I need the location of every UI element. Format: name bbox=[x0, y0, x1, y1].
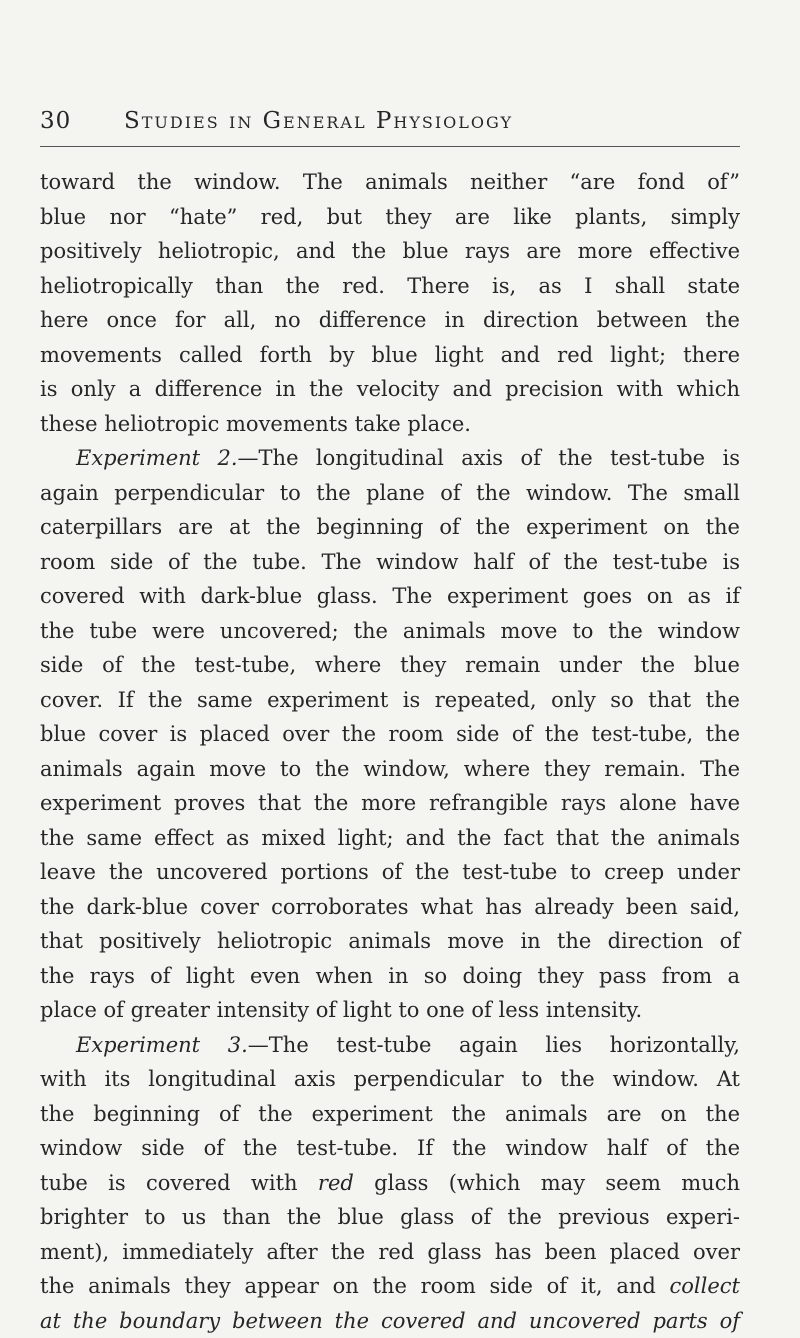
text-line: place of greater intensity of light to one of less intensity. bbox=[40, 993, 740, 1028]
header-rule bbox=[40, 146, 740, 147]
text-line: toward the window. The animals neither “are fond of” bbox=[40, 165, 740, 200]
text-line: these heliotropic movements take place. bbox=[40, 407, 740, 442]
text-span: —The test-tube again lies horizontally, bbox=[248, 1033, 740, 1057]
text-span: —The longitudinal axis of the test-tube is bbox=[238, 446, 740, 470]
page-number: 30 bbox=[40, 108, 71, 134]
paragraph-line bbox=[40, 1269, 740, 1304]
paragraph-line bbox=[40, 1166, 740, 1201]
page-header bbox=[40, 108, 740, 148]
text-line: blue cover is placed over the room side of the test-tube, the bbox=[40, 717, 740, 752]
running-head: Studies in General Physiology bbox=[124, 108, 724, 134]
text-span: tube is covered with bbox=[40, 1171, 318, 1195]
experiment-heading: Experiment 2. bbox=[76, 446, 238, 470]
paragraph-line bbox=[40, 1304, 740, 1338]
text-line: is only a difference in the velocity and precision with which bbox=[40, 372, 740, 407]
text-line: room side of the tube. The window half of the test-tube is bbox=[40, 545, 740, 580]
text-line: ment), immediately after the red glass has been placed over bbox=[40, 1235, 740, 1270]
italic-line: at the boundary between the covered and uncovered parts of bbox=[40, 1309, 740, 1333]
text-line: again perpendicular to the plane of the window. The small bbox=[40, 476, 740, 511]
paragraph-line bbox=[40, 1028, 740, 1063]
body-text bbox=[40, 165, 740, 1338]
text-line: side of the test-tube, where they remain under the blue bbox=[40, 648, 740, 683]
text-line: leave the uncovered portions of the test-tube to creep under bbox=[40, 855, 740, 890]
text-line: that positively heliotropic animals move in the direction of bbox=[40, 924, 740, 959]
text-line: window side of the test-tube. If the window half of the bbox=[40, 1131, 740, 1166]
text-line: movements called forth by blue light and red light; there bbox=[40, 338, 740, 373]
text-line: brighter to us than the blue glass of the previous experi- bbox=[40, 1200, 740, 1235]
text-line: the dark-blue cover corroborates what has already been said, bbox=[40, 890, 740, 925]
paragraph-line bbox=[40, 441, 740, 476]
text-line: with its longitudinal axis perpendicular to the window. At bbox=[40, 1062, 740, 1097]
text-line: the rays of light even when in so doing they pass from a bbox=[40, 959, 740, 994]
text-line: here once for all, no difference in direction between the bbox=[40, 303, 740, 338]
text-span: glass (which may seem much bbox=[354, 1171, 740, 1195]
text-line: cover. If the same experiment is repeated, only so that the bbox=[40, 683, 740, 718]
italic-word: red bbox=[318, 1171, 354, 1195]
experiment-heading: Experiment 3. bbox=[76, 1033, 248, 1057]
text-line: the tube were uncovered; the animals move to the window bbox=[40, 614, 740, 649]
text-span: the animals they appear on the room side of it, and bbox=[40, 1274, 670, 1298]
text-line: animals again move to the window, where they remain. The bbox=[40, 752, 740, 787]
text-line: the same effect as mixed light; and the fact that the animals bbox=[40, 821, 740, 856]
text-line: blue nor “hate” red, but they are like plants, simply bbox=[40, 200, 740, 235]
italic-word: collect bbox=[670, 1274, 740, 1298]
text-line: heliotropically than the red. There is, as I shall state bbox=[40, 269, 740, 304]
text-line: experiment proves that the more refrangible rays alone have bbox=[40, 786, 740, 821]
text-line: covered with dark-blue glass. The experiment goes on as if bbox=[40, 579, 740, 614]
text-line: caterpillars are at the beginning of the experiment on the bbox=[40, 510, 740, 545]
text-line: the beginning of the experiment the animals are on the bbox=[40, 1097, 740, 1132]
text-line: positively heliotropic, and the blue rays are more effective bbox=[40, 234, 740, 269]
